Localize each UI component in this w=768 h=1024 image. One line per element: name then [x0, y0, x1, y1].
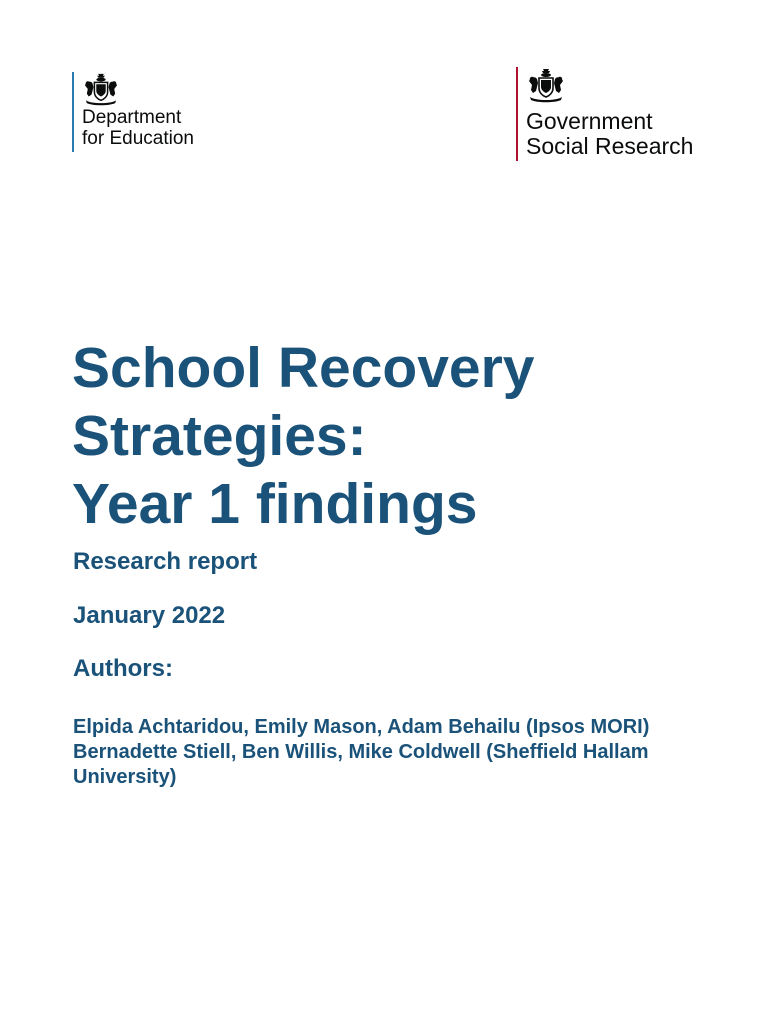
- report-title: [72, 334, 732, 538]
- authors-list: [73, 715, 693, 790]
- gsr-logo-line1: Government: [526, 108, 653, 134]
- report-title-line1: School Recovery: [72, 336, 535, 400]
- gsr-logo-rule: [516, 67, 518, 161]
- report-date: January 2022: [73, 602, 226, 629]
- gsr-logo-line2: Social Research: [526, 132, 694, 159]
- authors-heading: Authors:: [73, 655, 173, 682]
- dfe-logo-line1: Department: [82, 107, 182, 128]
- dfe-logo-rule: [72, 72, 74, 152]
- gsr-logo-text: [526, 109, 693, 159]
- report-title-line3: Year 1 findings: [72, 472, 478, 536]
- gsr-logo: [516, 67, 693, 161]
- dfe-logo-line2: for Education: [82, 127, 194, 149]
- dfe-logo-text: [82, 108, 194, 149]
- authors-group-sheffield: Bernadette Stiell, Ben Willis, Mike Coldwell (Sheffield Hallam University): [73, 741, 649, 788]
- report-subtitle: Research report: [73, 548, 258, 575]
- royal-coat-of-arms-icon: [526, 67, 566, 103]
- royal-coat-of-arms-icon: [82, 72, 120, 106]
- dfe-logo: [72, 72, 194, 152]
- report-title-line2: Strategies:: [72, 404, 367, 468]
- authors-group-ipsos: Elpida Achtaridou, Emily Mason, Adam Behailu (Ipsos MORI): [73, 716, 650, 738]
